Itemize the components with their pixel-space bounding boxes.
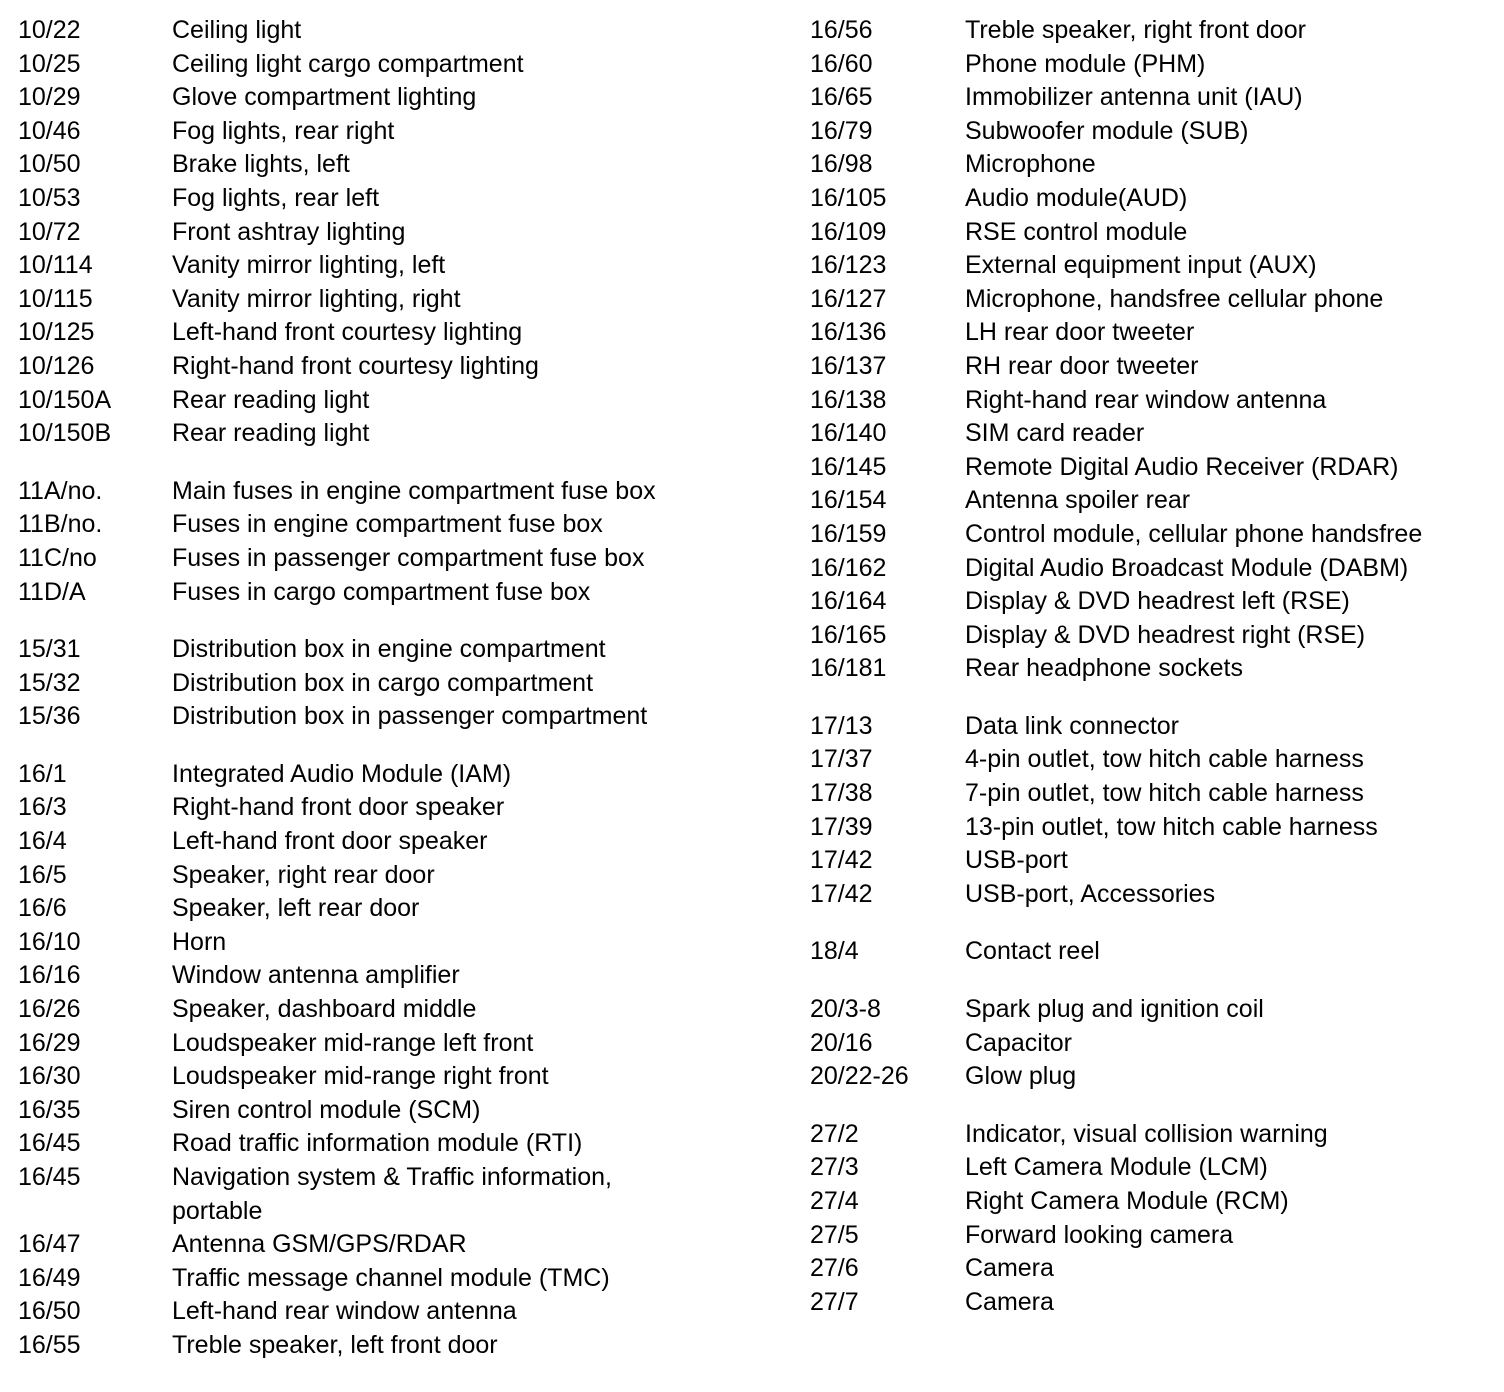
component-code: 10/46 [18,116,81,145]
component-code: 20/16 [810,1028,873,1057]
component-code: 16/137 [810,351,887,380]
list-item [810,1151,1500,1185]
component-description: Digital Audio Broadcast Module (DABM) [965,553,1409,582]
list-item [810,878,1500,912]
component-description: Antenna spoiler rear [965,486,1191,515]
component-description: Traffic message channel module (TMC) [172,1263,610,1292]
component-code: 10/114 [18,251,93,280]
list-item [810,1027,1500,1061]
component-group [18,14,778,451]
list-item [810,1252,1500,1286]
component-description: Distribution box in cargo compartment [172,668,594,697]
component-code: 16/154 [810,486,887,515]
component-description: Audio module(AUD) [965,183,1188,212]
component-code: 17/42 [810,879,873,908]
list-item [18,1027,778,1061]
component-description: Right-hand rear window antenna [965,385,1327,414]
component-description: Road traffic information module (RTI) [172,1129,583,1158]
component-description: Rear reading light [172,385,370,414]
component-description: Right Camera Module (RCM) [965,1187,1289,1215]
list-item [18,926,778,960]
component-group [810,1118,1500,1320]
list-item [810,182,1500,216]
component-description: Capacitor [965,1028,1072,1057]
list-item [18,576,778,610]
component-code: 16/45 [18,1129,81,1158]
component-code: 11A/no. [18,476,103,505]
component-description: USB-port [965,846,1068,875]
list-item [810,1118,1500,1152]
component-code: 16/109 [810,217,887,246]
list-item [18,508,778,542]
component-description: Display & DVD headrest left (RSE) [965,587,1350,616]
component-code: 16/105 [810,183,887,212]
list-item [18,115,778,149]
component-description: Indicator, visual collision warning [965,1119,1328,1148]
list-item [810,743,1500,777]
component-description: Speaker, dashboard middle [172,995,477,1024]
list-item [18,417,778,451]
list-item [18,148,778,182]
component-code: 16/136 [810,318,887,347]
list-item [18,758,778,792]
list-item [810,619,1500,653]
list-item [810,1286,1500,1320]
component-description: RH rear door tweeter [965,351,1199,380]
component-code: 16/60 [810,49,873,78]
component-description: Treble speaker, right front door [965,16,1306,44]
component-description: Distribution box in passenger compartment [172,702,648,731]
list-item [810,710,1500,744]
left-column [18,14,778,1363]
component-description: LH rear door tweeter [965,318,1195,347]
list-item [18,182,778,216]
component-description: Display & DVD headrest right (RSE) [965,620,1366,649]
list-item [810,1219,1500,1253]
list-item [18,1262,778,1296]
component-code: 16/56 [810,16,873,44]
component-code: 17/13 [810,711,873,740]
component-code: 27/2 [810,1119,859,1148]
component-code: 16/181 [810,654,887,683]
component-code: 16/45 [18,1163,81,1191]
list-item [18,633,778,667]
component-code: 16/55 [18,1330,81,1359]
component-group [18,758,778,1363]
component-description: Fuses in passenger compartment fuse box [172,543,645,572]
component-code: 16/47 [18,1230,81,1259]
component-code: 11D/A [18,577,86,606]
list-item [18,1228,778,1262]
list-item [810,1185,1500,1219]
list-item [810,777,1500,811]
list-item [810,316,1500,350]
component-description: Forward looking camera [965,1220,1234,1249]
component-description: 7-pin outlet, tow hitch cable harness [965,779,1364,808]
component-description: Microphone, handsfree cellular phone [965,284,1384,313]
component-code: 16/29 [18,1028,81,1057]
component-description: Speaker, right rear door [172,860,435,889]
component-code: 10/126 [18,351,95,380]
component-code: 27/3 [810,1153,859,1182]
list-item [810,844,1500,878]
component-description: Right-hand front courtesy lighting [172,351,539,380]
group-separator [810,686,1500,710]
component-description: Immobilizer antenna unit (IAU) [965,83,1303,112]
component-description: Vanity mirror lighting, right [172,284,461,313]
list-item [810,283,1500,317]
component-description: Loudspeaker mid-range left front [172,1028,534,1057]
component-description: 13-pin outlet, tow hitch cable harness [965,812,1378,841]
component-code: 10/150A [18,385,112,414]
list-item [810,148,1500,182]
component-description: Rear reading light [172,419,370,448]
component-group [18,633,778,734]
component-description: Left-hand front courtesy lighting [172,318,523,347]
component-code: 10/53 [18,183,81,212]
component-code: 17/39 [810,812,873,841]
list-item [18,48,778,82]
component-description: USB-port, Accessories [965,879,1216,908]
component-description: Loudspeaker mid-range right front [172,1062,549,1091]
component-description: Integrated Audio Module (IAM) [172,759,512,788]
component-code: 16/138 [810,385,887,414]
component-description: Glow plug [965,1062,1077,1091]
list-item [810,216,1500,250]
component-description: Spark plug and ignition coil [965,995,1264,1024]
component-description: Speaker, left rear door [172,894,420,923]
list-item [18,1295,778,1329]
list-item [18,1161,778,1228]
list-item [18,81,778,115]
component-description: Left-hand rear window antenna [172,1297,517,1326]
component-code: 27/5 [810,1220,859,1249]
component-description: Fuses in cargo compartment fuse box [172,577,591,606]
component-code: 15/31 [18,635,81,664]
component-description: Camera [965,1287,1054,1316]
component-description: Contact reel [965,937,1100,966]
component-code: 27/6 [810,1254,859,1283]
component-description: Camera [965,1254,1054,1283]
group-separator [810,1094,1500,1118]
component-code: 16/16 [18,961,81,990]
component-code: 16/10 [18,927,81,956]
component-code: 10/115 [18,284,93,313]
component-description: Ceiling light [172,16,302,44]
component-description: Phone module (PHM) [965,49,1206,78]
list-item [810,417,1500,451]
component-code: 27/7 [810,1287,859,1316]
component-code: 16/159 [810,519,887,548]
component-description: Antenna GSM/GPS/RDAR [172,1230,467,1259]
component-code: 16/165 [810,620,887,649]
list-item [18,825,778,859]
component-code: 10/50 [18,150,81,179]
list-item [810,48,1500,82]
component-code: 16/162 [810,553,887,582]
component-code: 16/26 [18,995,81,1024]
component-description: Front ashtray lighting [172,217,406,246]
component-description: Treble speaker, left front door [172,1330,498,1359]
list-item [18,316,778,350]
component-code: 16/5 [18,860,67,889]
component-code: 16/123 [810,251,887,280]
list-item [18,350,778,384]
list-item [18,993,778,1027]
list-item [18,283,778,317]
list-item [810,484,1500,518]
component-code: 16/79 [810,116,873,145]
list-item [18,216,778,250]
component-code: 16/140 [810,419,887,448]
component-code: 16/164 [810,587,887,616]
component-group [810,993,1500,1094]
component-description: Distribution box in engine compartment [172,635,606,664]
list-item [18,1094,778,1128]
list-item [810,249,1500,283]
component-description: Fog lights, rear right [172,116,395,145]
component-code: 17/42 [810,846,873,875]
list-item [810,81,1500,115]
component-code: 11C/no [18,543,97,572]
component-code: 16/4 [18,827,67,856]
component-code: 16/1 [18,759,67,788]
component-description: Siren control module (SCM) [172,1095,481,1124]
component-description: Vanity mirror lighting, left [172,251,446,280]
component-description: Microphone [965,150,1096,179]
component-code: 16/6 [18,894,67,923]
list-item [810,652,1500,686]
component-code: 17/37 [810,745,873,774]
component-description: Fog lights, rear left [172,183,380,212]
component-code: 10/29 [18,83,81,112]
component-code: 15/32 [18,668,81,697]
list-item [810,1060,1500,1094]
component-description: Remote Digital Audio Receiver (RDAR) [965,452,1399,481]
list-item [18,700,778,734]
group-separator [810,911,1500,935]
list-item [18,791,778,825]
component-code: 27/4 [810,1187,859,1215]
group-separator [18,451,778,475]
component-code: 10/25 [18,49,81,78]
component-code: 17/38 [810,779,873,808]
component-code: 16/30 [18,1062,81,1091]
component-group [810,710,1500,912]
list-item [18,667,778,701]
list-item [18,249,778,283]
group-separator [18,734,778,758]
component-description: Main fuses in engine compartment fuse box [172,476,656,505]
component-code: 10/22 [18,16,81,44]
component-description: Right-hand front door speaker [172,793,505,822]
component-group [18,475,778,609]
component-code: 16/65 [810,83,873,112]
component-description: External equipment input (AUX) [965,251,1317,280]
component-description: Navigation system & Traffic information, portable [172,1163,612,1225]
list-item [18,1060,778,1094]
list-item [18,959,778,993]
component-description: Ceiling light cargo compartment [172,49,524,78]
component-description: Left-hand front door speaker [172,827,488,856]
component-code: 16/49 [18,1263,81,1292]
component-description: Subwoofer module (SUB) [965,116,1249,145]
component-code: 10/72 [18,217,81,246]
right-column [810,14,1500,1319]
group-separator [18,609,778,633]
list-item [810,518,1500,552]
component-description: Glove compartment lighting [172,83,477,112]
component-group [810,935,1500,969]
component-code: 16/127 [810,284,887,313]
component-description: SIM card reader [965,419,1145,448]
component-description: Left Camera Module (LCM) [965,1153,1268,1182]
component-description: RSE control module [965,217,1188,246]
list-item [18,384,778,418]
list-item [810,935,1500,969]
component-description: Brake lights, left [172,150,350,179]
list-item [18,475,778,509]
list-item [810,552,1500,586]
group-separator [810,969,1500,993]
list-item [810,384,1500,418]
list-item [18,859,778,893]
list-item [810,115,1500,149]
component-code: 20/22-26 [810,1062,909,1091]
list-item [810,14,1500,48]
list-item [810,585,1500,619]
component-description: Control module, cellular phone handsfree [965,519,1423,548]
list-item [18,14,778,48]
component-description: Window antenna amplifier [172,961,460,990]
component-code: 16/3 [18,793,67,822]
component-description: Rear headphone sockets [965,654,1243,683]
component-description: Horn [172,927,227,956]
component-code: 18/4 [810,937,859,966]
component-code: 20/3-8 [810,995,881,1024]
list-item [18,892,778,926]
list-item [18,1127,778,1161]
component-code: 11B/no. [18,510,103,539]
list-item [810,993,1500,1027]
component-code: 15/36 [18,702,81,731]
component-code: 10/125 [18,318,95,347]
component-code: 10/150B [18,419,112,448]
list-item [810,451,1500,485]
component-group [810,14,1500,686]
component-code: 16/98 [810,150,873,179]
list-item [810,811,1500,845]
component-description: 4-pin outlet, tow hitch cable harness [965,745,1364,774]
list-item [18,1329,778,1363]
component-code: 16/35 [18,1095,81,1124]
component-code: 16/145 [810,452,887,481]
component-code: 16/50 [18,1297,81,1326]
component-description: Fuses in engine compartment fuse box [172,510,603,539]
list-item [810,350,1500,384]
component-description: Data link connector [965,711,1180,740]
list-item [18,542,778,576]
